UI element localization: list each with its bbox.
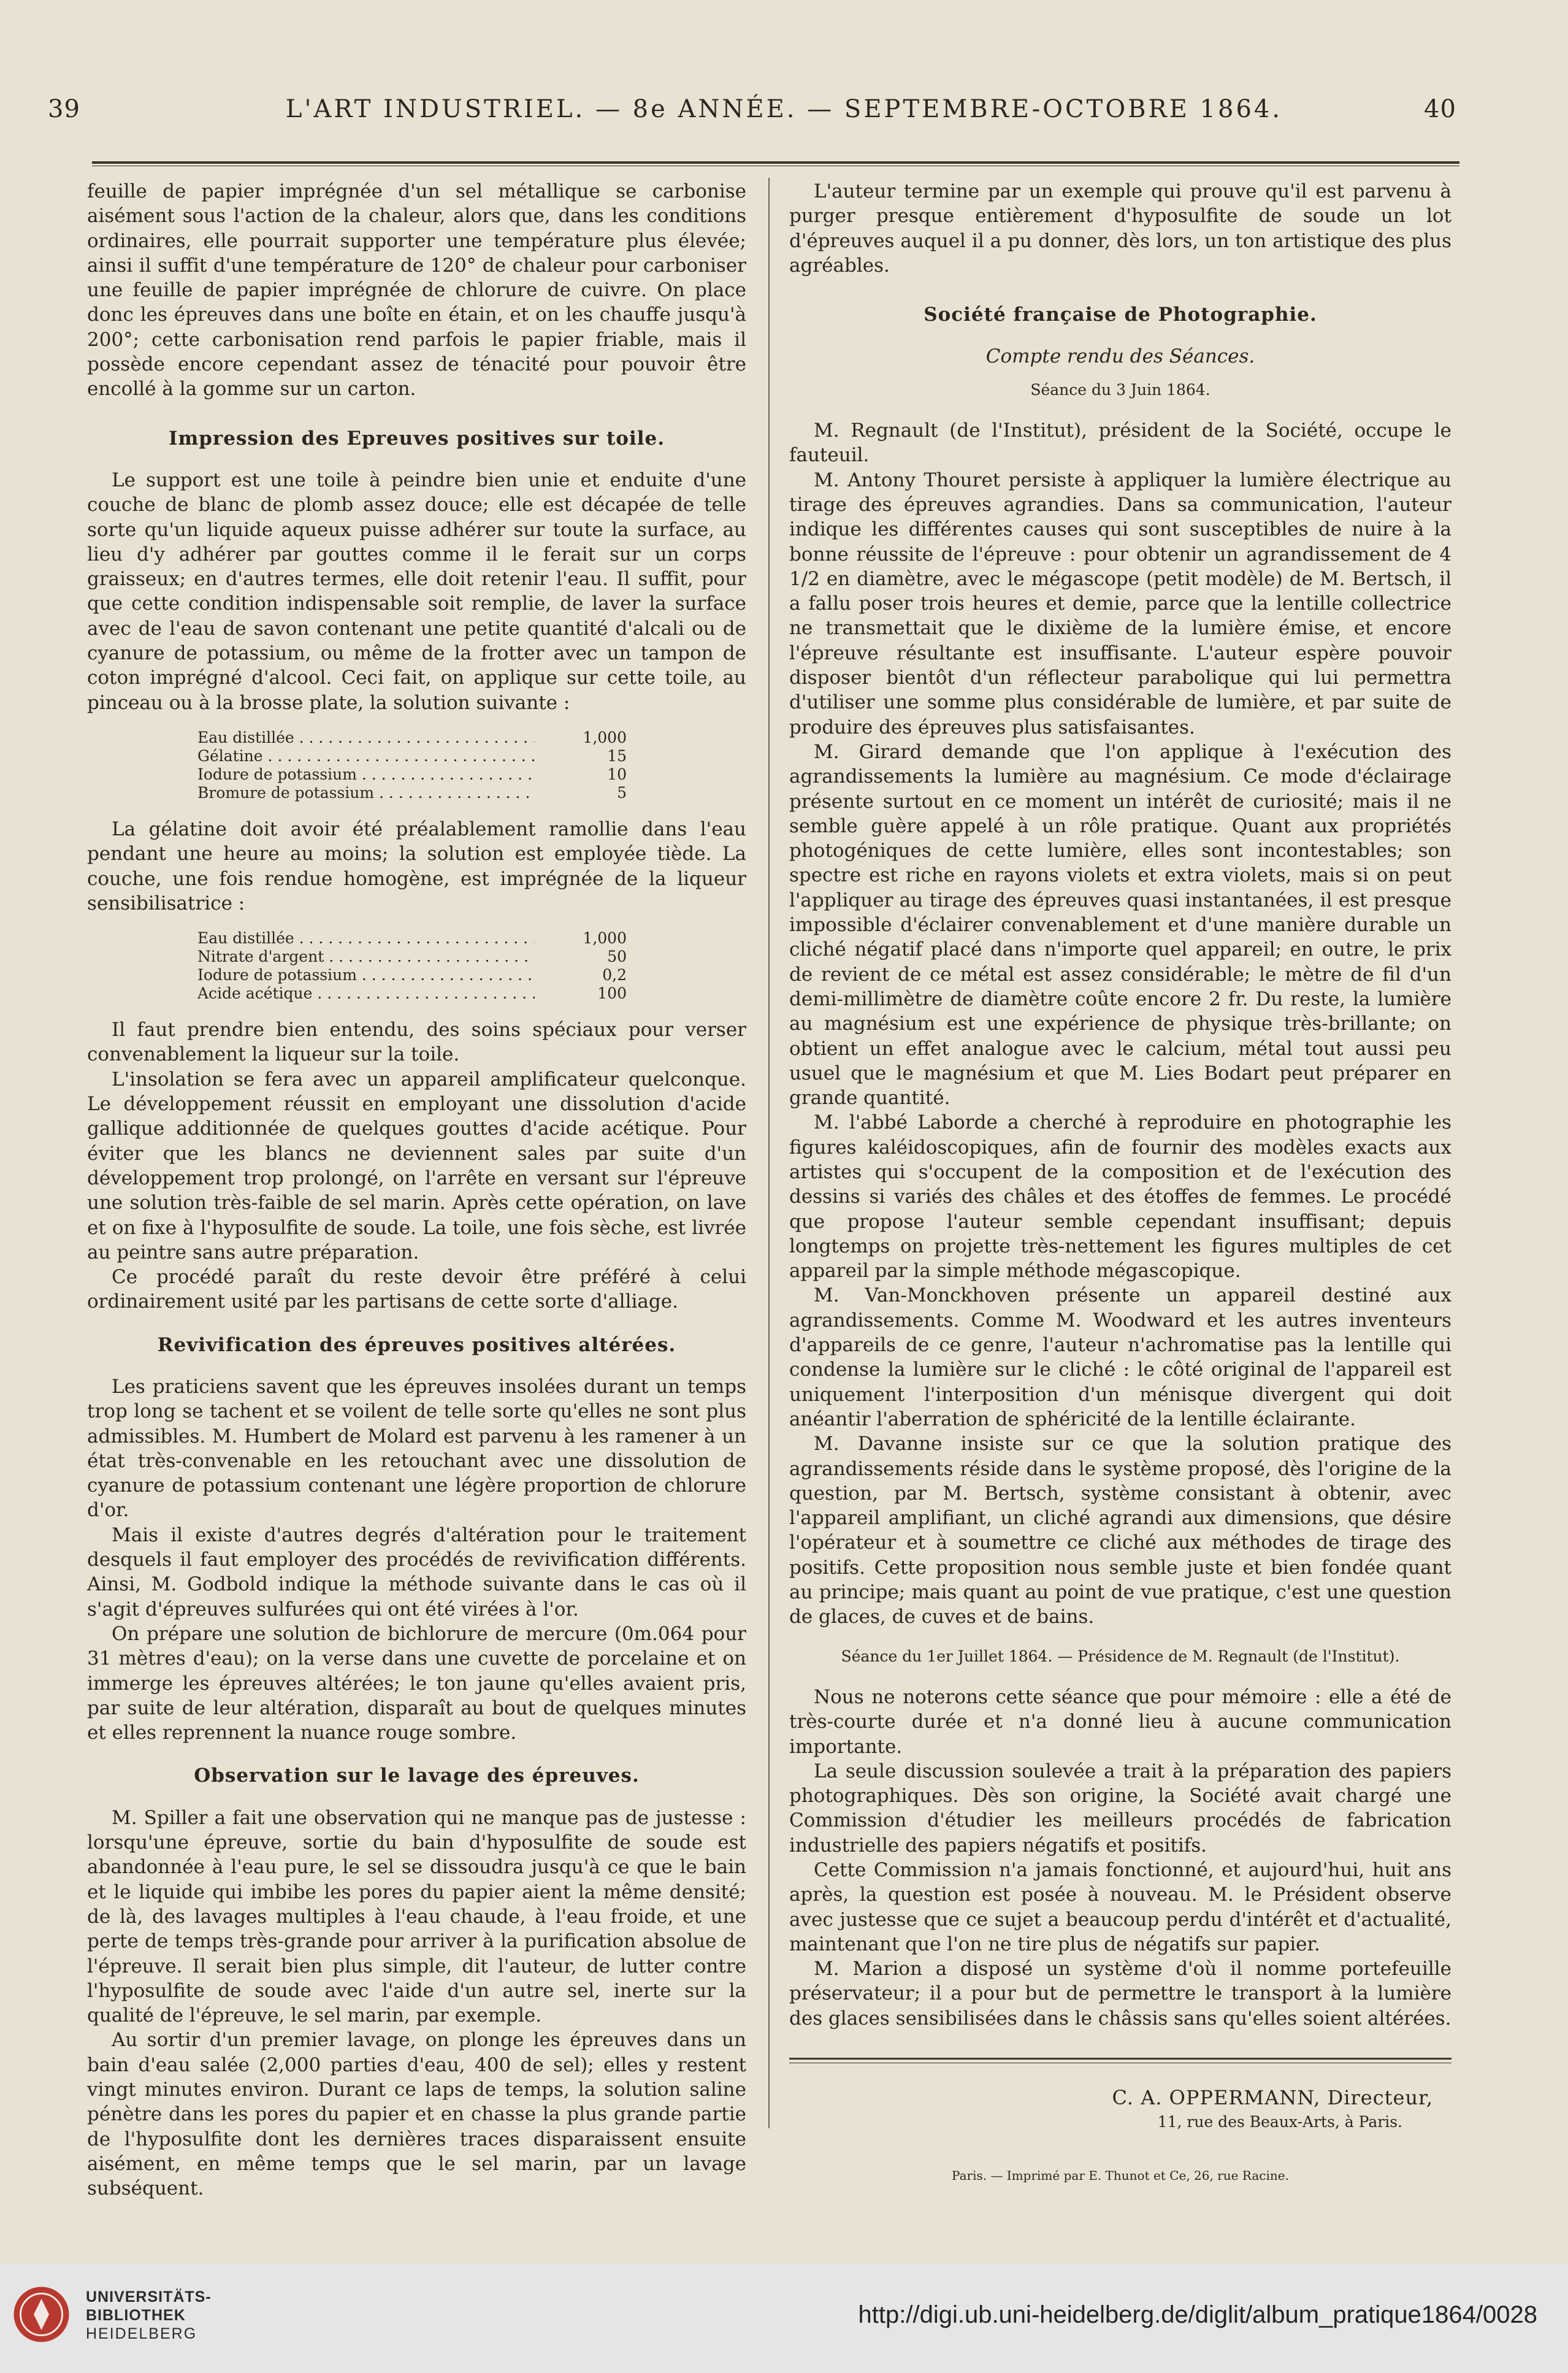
paragraph: Les praticiens savent que les épreuves insolées durant un temps trop long se tachent et se voilent de telle sorte qu'elles ne sont plus admissibles. M. Humbert de Molard est parvenu à les ramener à un état très-convenable en les retouchant avec une dissolution de cyanure de potassium contenant une légère proportion de chlorure d'or. (87, 1375, 746, 1522)
right-column (789, 179, 1451, 2188)
recipe-row: Gélatine . . . 15 (197, 747, 627, 765)
paragraph: L'auteur termine par un exemple qui prouve qu'il est parvenu à purger presque entièrement d'hyposulfite de soude un lot d'épreuves auquel il a pu donner, dès lors, un ton artistique des plus agréables. (789, 180, 1451, 277)
section-heading: Revivification des épreuves positives altérées. (157, 1333, 676, 1356)
paragraph: Nous ne noterons cette séance que pour mémoire : elle a été de très-courte durée et n'a donné lieu à aucune communication importante. (789, 1685, 1451, 1758)
running-header (0, 95, 1568, 132)
session-date: Séance du 3 Juin 1864. (1030, 380, 1210, 399)
section-heading: Observation sur le lavage des épreuves. (194, 1765, 640, 1787)
recipe-row: Eau distillée . . . 1,000 (197, 729, 627, 747)
address: 11, rue des Beaux-Arts, à Paris. (1157, 2113, 1402, 2131)
recipe-table (197, 729, 746, 802)
page-number-left: 39 (48, 95, 80, 123)
paragraph: Ce procédé paraît du reste devoir être préféré à celui ordinairement usité par les partisans de cette sorte d'alliage. (87, 1266, 746, 1313)
page-number-right: 40 (1424, 95, 1456, 123)
journal-title: L'ART INDUSTRIEL. — 8e ANNÉE. — SEPTEMBRE-OCTOBRE 1864. (285, 95, 1283, 123)
header-rule (92, 161, 1459, 164)
column-divider (768, 178, 770, 2128)
paragraph: M. Davanne insiste sur ce que la solution pratique des agrandissements réside dans le système proposé, dès l'origine de la question, par M. Bertsch, système consistant à obtenir, avec l'appareil amplifiant, un cliché agrandi aux dimensions, que désire l'opérateur et à soumettre ce cliché aux méthodes de tirage des positifs. Cette proposition nous semble juste et bien fondée quant au principe; mais quant au point de vue pratique, c'est une question de glaces, de cuves et de bains. (789, 1433, 1451, 1628)
paragraph: On prépare une solution de bichlorure de mercure (0m.064 pour 31 mètres d'eau); on la verse dans une cuvette de porcelaine et on immerge les épreuves altérées; le ton jaune qu'elles avaient pris, par suite de leur altération, disparaît au bout de quelques minutes et elles reprennent la nuance rouge sombre. (87, 1622, 746, 1744)
paragraph: La gélatine doit avoir été préalablement ramollie dans l'eau pendant une heure au moins; la solution est employée tiède. La couche, une fois rendue homogène, est imprégnée de la liqueur sensibilisatrice : (87, 818, 746, 914)
paragraph: La seule discussion soulevée a trait à la préparation des papiers photographiques. Dès son origine, la Société avait chargé une Commission d'étudier les meilleurs procédés de fabrication industrielle des papiers négatifs et positifs. (789, 1760, 1451, 1857)
recipe-row: Iodure de potassium . . . 10 (197, 765, 627, 784)
paragraph: Il faut prendre bien entendu, des soins spéciaux pour verser convenablement la liqueur sur la toile. (87, 1019, 746, 1066)
paragraph: L'insolation se fera avec un appareil amplificateur quelconque. Le développement réussit en employant une dissolution d'acide gallique additionnée de quelques gouttes d'acide acétique. Pour éviter que les blancs ne deviennent sales par suite d'un développement trop prolongé, on l'arrête en versant sur l'épreuve une solution très-faible de sel marin. Après cette opération, on lave et on fixe à l'hyposulfite de soude. La toile, une fois sèche, est livrée au peintre sans autre préparation. (87, 1068, 746, 1263)
subheading: Compte rendu des Séances. (985, 345, 1255, 368)
imprint: Paris. — Imprimé par E. Thunot et Ce, 26, rue Racine. (952, 2168, 1289, 2183)
paragraph: M. Antony Thouret persiste à appliquer la lumière électrique au tirage des épreuves agrandies. Dans sa communication, l'auteur indique les différentes causes qui sont susceptibles de nuire à la bonne réussite de l'épreuve : pour obtenir un agrandissement de 4 1/2 en diamètre, avec le mégascope (petit modèle) de M. Bertsch, il a fallu poser trois heures et demie, parce que la lentille collectrice ne transmettait que le dixième de la lumière émise, et encore l'épreuve résultante est insuffisante. L'auteur espère pouvoir disposer bientôt d'un réflecteur parabolique qui lui permettra d'utiliser une somme plus considérable de lumière, et par suite de produire des épreuves plus satisfaisantes. (789, 469, 1451, 738)
section-heading: Impression des Epreuves positives sur toile. (168, 427, 665, 450)
paragraph: Mais il existe d'autres degrés d'altération pour le traitement desquels il faut employer des procédés de revivification différents. Ainsi, M. Godbold indique la méthode suivante dans le cas où il s'agit d'épreuves sulfurées qui ont été virées à l'or. (87, 1524, 746, 1620)
closing-rule (789, 2058, 1451, 2060)
paragraph: feuille de papier imprégnée d'un sel métallique se carbonise aisément sous l'action de la chaleur, alors que, dans les conditions ordinaires, elle pourrait supporter une température plus élevée; ainsi il suffit d'une température de 120° de chaleur pour carboniser une feuille de papier imprégnée de chlorure de cuivre. On place donc les épreuves dans une boîte en étain, et on les chauffe jusqu'à 200°; cette carbonisation rend parfois le papier friable, mais il possède encore cependant assez de ténacité pour pouvoir être encollé à la gomme sur un carton. (87, 180, 746, 401)
recipe-row: Acide acétique . . . 100 (197, 984, 627, 1003)
paragraph: M. Spiller a fait une observation qui ne manque pas de justesse : lorsqu'une épreuve, sortie du bain d'hyposulfite de soude est abandonnée à l'eau pure, le sel se dissoudra jusqu'à ce que le bain et le liquide qui imbibe les pores du papier aient la même densité; de là, des lavages multiples à l'eau chaude, à l'eau froide, et une perte de temps très-grande pour arriver à la purification absolue de l'épreuve. Il serait bien plus simple, dit l'auteur, de lutter contre l'hyposulfite de soude avec l'aide d'un autre sel, inerte sur la qualité de l'épreuve, le sel marin, par exemple. (87, 1806, 746, 2027)
paragraph: Cette Commission n'a jamais fonctionné, et aujourd'hui, huit ans après, la question est posée à nouveau. M. le Président observe avec justesse que ce sujet a beaucoup perdu d'intérêt et d'actualité, maintenant que l'on ne tire plus de négatifs sur papier. (789, 1859, 1451, 1955)
paragraph: M. Marion a disposé un système d'où il nomme portefeuille préservateur; il a pour but de permettre le transport à la lumière des glaces sensibilisées dans le châssis sans qu'elles soient altérées. (789, 1958, 1451, 2030)
paragraph: M. Regnault (de l'Institut), président de la Société, occupe le fauteuil. (789, 420, 1451, 467)
paragraph: M. Van-Monckhoven présente un appareil destiné aux agrandissements. Comme M. Woodward et les autres inventeurs d'appareils de ce genre, l'auteur n'achromatise pas la lentille qui condense la lumière sur le cliché : le côté original de l'appareil est uniquement l'interposition d'un ménisque divergent qui doit anéantir l'aberration de sphéricité de la lentille éclairante. (789, 1284, 1451, 1430)
recipe-row: Nitrate d'argent . . . 50 (197, 948, 627, 966)
session-date: Séance du 1er Juillet 1864. — Présidence de M. Regnault (de l'Institut). (841, 1647, 1400, 1665)
university-seal-icon (12, 2285, 71, 2344)
source-url-link[interactable]: http://digi.ub.uni-heidelberg.de/diglit/album_pratique1864/0028 (858, 2301, 1537, 2328)
left-column (87, 179, 746, 2201)
recipe-row: Iodure de potassium . . . 0,2 (197, 966, 627, 984)
recipe-row: Eau distillée . . . 1,000 (197, 929, 627, 948)
paragraph: Le support est une toile à peindre bien unie et enduite d'une couche de blanc de plomb assez douce; elle est décapée de telle sorte qu'un liquide aqueux puisse adhérer sur toute la surface, au lieu d'y adhérer par gouttes comme il le ferait sur un corps graisseux; en d'autres termes, elle doit retenir l'eau. Il suffit, pour que cette condition indispensable soit remplie, de laver la surface avec de l'eau de savon contenant une petite quantité d'alcali ou de cyanure de potassium, ou même de la frotter avec un tampon de coton imprégné d'alcool. Ceci fait, on applique sur cette toile, au pinceau ou à la brosse plate, la solution suivante : (87, 469, 746, 714)
recipe-table (197, 929, 746, 1003)
library-footer (0, 2263, 1568, 2373)
recipe-row: Bromure de potassium . . . 5 (197, 784, 627, 802)
library-name: UNIVERSITÄTS- BIBLIOTHEK HEIDELBERG (86, 2288, 212, 2342)
paragraph: M. Girard demande que l'on applique à l'exécution des agrandissements la lumière au magnésium. Ce mode d'éclairage présente surtout en ce moment un intérêt de curiosité; mais il ne semble guère appelé à un rôle pratique. Quant aux propriétés photogéniques de cette lumière, elles sont incontestables; son spectre est riche en rayons violets et extra violets, mais si on peut l'appliquer au tirage des épreuves quasi instantanées, il est presque impossible d'éclairer convenablement et d'une manière durable un cliché négatif placé dans n'importe quel appareil; en outre, le prix de revient de ce métal est assez considérable; le mètre de fil d'un demi-millimètre de diamètre coûte encore 2 fr. Du reste, la lumière au magnésium est une expérience de physique très-brillante; on obtient un effet analogue avec le calcium, métal tout aussi peu usuel que le magnésium et que M. Lies Bodart peut préparer en grande quantité. (789, 740, 1451, 1110)
paragraph: Au sortir d'un premier lavage, on plonge les épreuves dans un bain d'eau salée (2,000 parties d'eau, 400 de sel); elles y restent vingt minutes environ. Durant ce laps de temps, la solution saline pénètre dans les pores du papier et en chasse la plus grande partie de l'hyposulfite dont les dernières traces disparaissent ensuite aisément, en même temps que le sel marin, par un lavage subséquent. (87, 2029, 746, 2200)
section-heading: Société française de Photographie. (924, 304, 1317, 326)
signature: C. A. OPPERMANN, Directeur, (1112, 2086, 1433, 2110)
paragraph: M. l'abbé Laborde a cherché à reproduire en photographie les figures kaléidoscopiques, afin de fournir des modèles exacts aux artistes qui s'occupent de la composition et de l'exécution des dessins si variés des châles et des étoffes de femmes. Le procédé que propose l'auteur semble cependant insuffisant; depuis longtemps on projette très-nettement les figures multiples de cet appareil par la simple méthode mégascopique. (789, 1111, 1451, 1282)
